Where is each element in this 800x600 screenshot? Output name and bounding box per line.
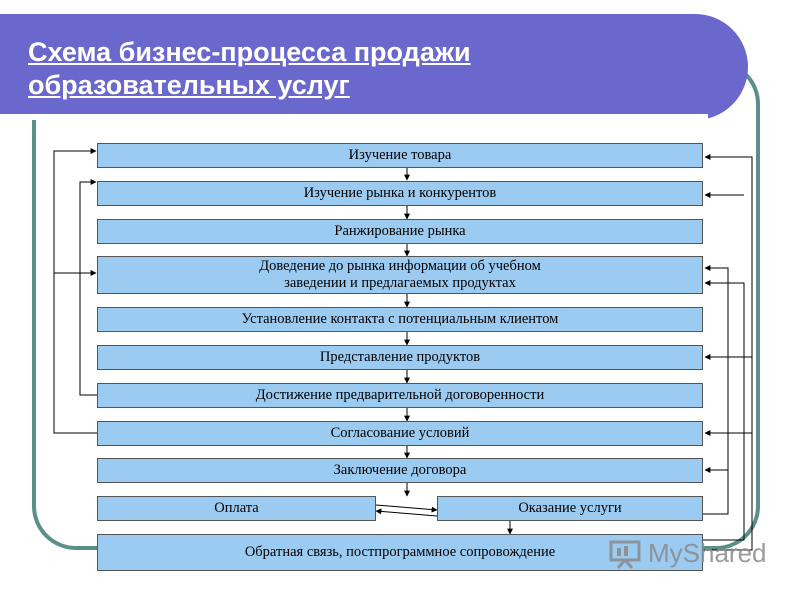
watermark-text: MyShared: [648, 538, 767, 568]
step-preliminary-agreement: Достижение предварительной договоренности: [97, 383, 703, 408]
step-inform-market-line-2: заведении и предлагаемых продуктах: [284, 275, 516, 291]
title-line-1: Схема бизнес-процесса продажи: [28, 37, 471, 67]
step-payment: Оплата: [97, 496, 376, 521]
payment-to-service-arrow: [376, 505, 437, 510]
step-present-products: Представление продуктов: [97, 345, 703, 370]
feedback-loop-right-inner: [703, 268, 728, 514]
service-to-payment-arrow: [376, 511, 437, 516]
feedback-loop-left-outer: [54, 273, 97, 433]
feedback-loop-right-middle: [703, 283, 744, 540]
step-rank-market: Ранжирование рынка: [97, 219, 703, 244]
title-line-2: образовательных услуг: [28, 70, 350, 100]
watermark-logo: [608, 538, 767, 569]
step-inform-market: [97, 256, 703, 294]
step-sign-contract: Заключение договора: [97, 458, 703, 483]
presentation-board-icon: [608, 539, 644, 569]
step-establish-contact: Установление контакта с потенциальным клиентом: [97, 307, 703, 332]
step-study-product: Изучение товара: [97, 143, 703, 168]
feedback-loop-left-outer: [54, 151, 96, 273]
step-inform-market-line-1: Доведение до рынка информации об учебном: [259, 258, 541, 274]
step-agree-terms: Согласование условий: [97, 421, 703, 446]
step-feedback: Обратная связь, постпрограммное сопровождение: [97, 534, 703, 571]
step-service: Оказание услуги: [437, 496, 703, 521]
step-study-market: Изучение рынка и конкурентов: [97, 181, 703, 206]
feedback-loop-left-inner: [80, 182, 97, 395]
